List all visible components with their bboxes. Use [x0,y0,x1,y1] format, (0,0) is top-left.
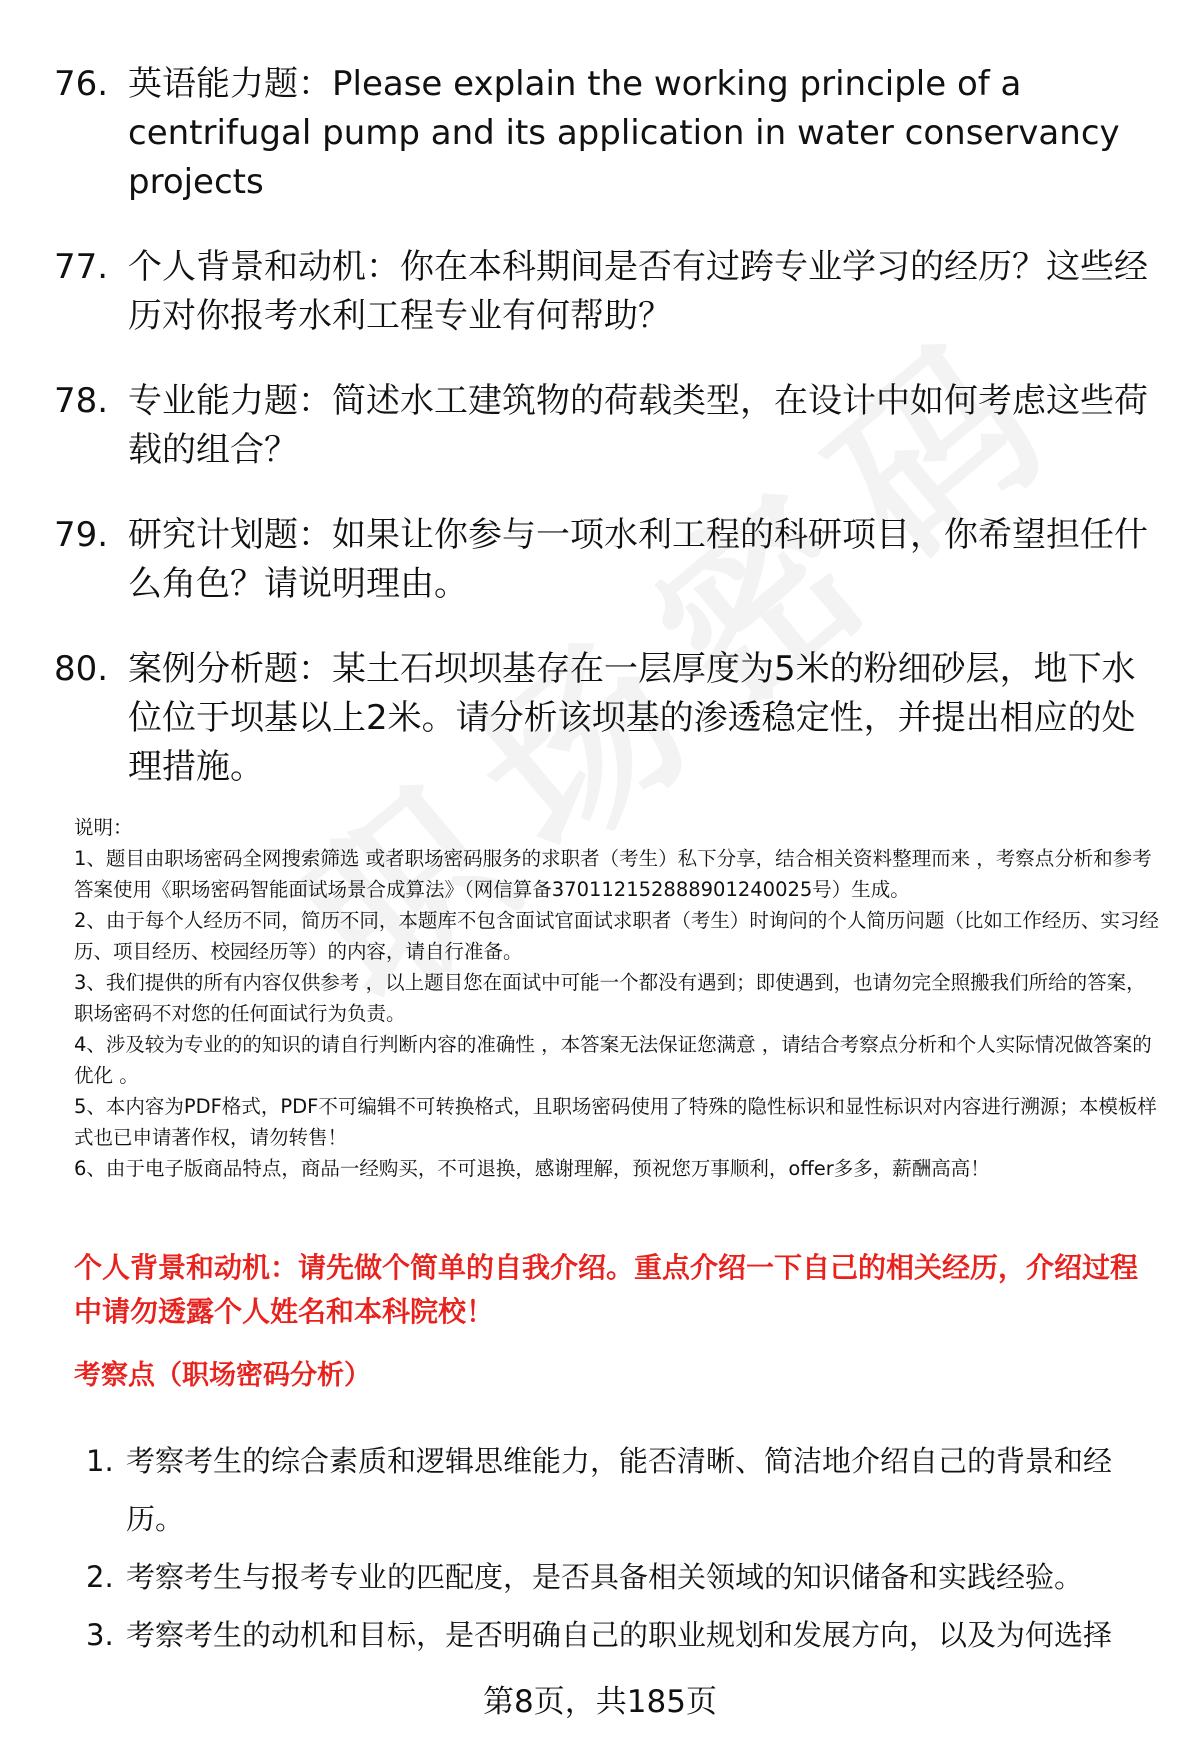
question-text: 个人背景和动机：你在本科期间是否有过跨专业学习的经历？这些经历对你报考水利工程专业有何帮助？ [128,247,1148,336]
analysis-heading: 考察点（职场密码分析） [74,1360,371,1391]
analysis-number: 2. [86,1560,114,1594]
question-item [54,645,1164,792]
analysis-item [86,1432,1166,1548]
note-item: 4、涉及较为专业的的知识的请自行判断内容的准确性 ，本答案无法保证您满意 ，请结合考察点分析和个人实际情况做答案的优化 。 [74,1033,1152,1087]
question-text: 案例分析题：某土石坝坝基存在一层厚度为5米的粉细砂层，地下水位位于坝基以上2米。请分析该坝基的渗透稳定性，并提出相应的处理措施。 [128,649,1136,787]
analysis-number: 1. [86,1444,114,1478]
question-number: 78. [54,381,109,421]
notes-section [74,812,1160,1184]
question-list [54,60,1164,828]
question-number: 80. [54,649,109,689]
analysis-item [86,1606,1166,1664]
note-item: 6、由于电子版商品特点，商品一经购买，不可退换，感谢理解，预祝您万事顺利，offer多多，薪酬高高！ [74,1157,990,1180]
note-item: 2、由于每个人经历不同，简历不同，本题库不包含面试官面试求职者（考生）时询问的个人简历问题（比如工作经历、实习经历、项目经历、校园经历等）的内容，请自行准备。 [74,909,1159,963]
question-item [54,377,1164,475]
analysis-item [86,1548,1166,1606]
featured-question: 个人背景和动机：请先做个简单的自我介绍。重点介绍一下自己的相关经历，介绍过程中请勿透露个人姓名和本科院校！ [74,1251,1139,1328]
note-item: 5、本内容为PDF格式，PDF不可编辑不可转换格式，且职场密码使用了特殊的隐性标识和显性标识对内容进行溯源；本模板样式也已申请著作权，请勿转售！ [74,1095,1157,1149]
question-number: 76. [54,64,109,104]
analysis-text: 考察考生的动机和目标，是否明确自己的职业规划和发展方向，以及为何选择 [126,1618,1113,1652]
question-number: 77. [54,247,109,287]
question-text: 英语能力题：Please explain the working principle of a centrifugal pump and its application in water conservancy projects [128,64,1120,202]
note-item: 3、我们提供的所有内容仅供参考 ，以上题目您在面试中可能一个都没有遇到；即使遇到，也请勿完全照搬我们所给的答案，职场密码不对您的任何面试行为负责。 [74,971,1146,1025]
analysis-list [86,1432,1166,1664]
analysis-number: 3. [86,1618,114,1652]
question-item [54,511,1164,609]
analysis-text: 考察考生与报考专业的匹配度，是否具备相关领域的知识储备和实践经验。 [126,1560,1084,1594]
question-item [54,243,1164,341]
question-text: 专业能力题：简述水工建筑物的荷载类型，在设计中如何考虑这些荷载的组合？ [128,381,1148,470]
page-footer: 第8页，共185页 [483,1684,717,1720]
notes-title: 说明： [74,816,133,839]
question-item [54,60,1164,207]
note-item: 1、题目由职场密码全网搜索筛选 或者职场密码服务的求职者（考生）私下分享，结合相关资料整理而来 ，考察点分析和参考答案使用《职场密码智能面试场景合成算法》（网信算备370112152888901240025号）生成。 [74,847,1152,901]
analysis-text: 考察考生的综合素质和逻辑思维能力，能否清晰、简洁地介绍自己的背景和经历。 [126,1444,1113,1536]
question-number: 79. [54,515,109,555]
question-text: 研究计划题：如果让你参与一项水利工程的科研项目，你希望担任什么角色？请说明理由。 [128,515,1148,604]
